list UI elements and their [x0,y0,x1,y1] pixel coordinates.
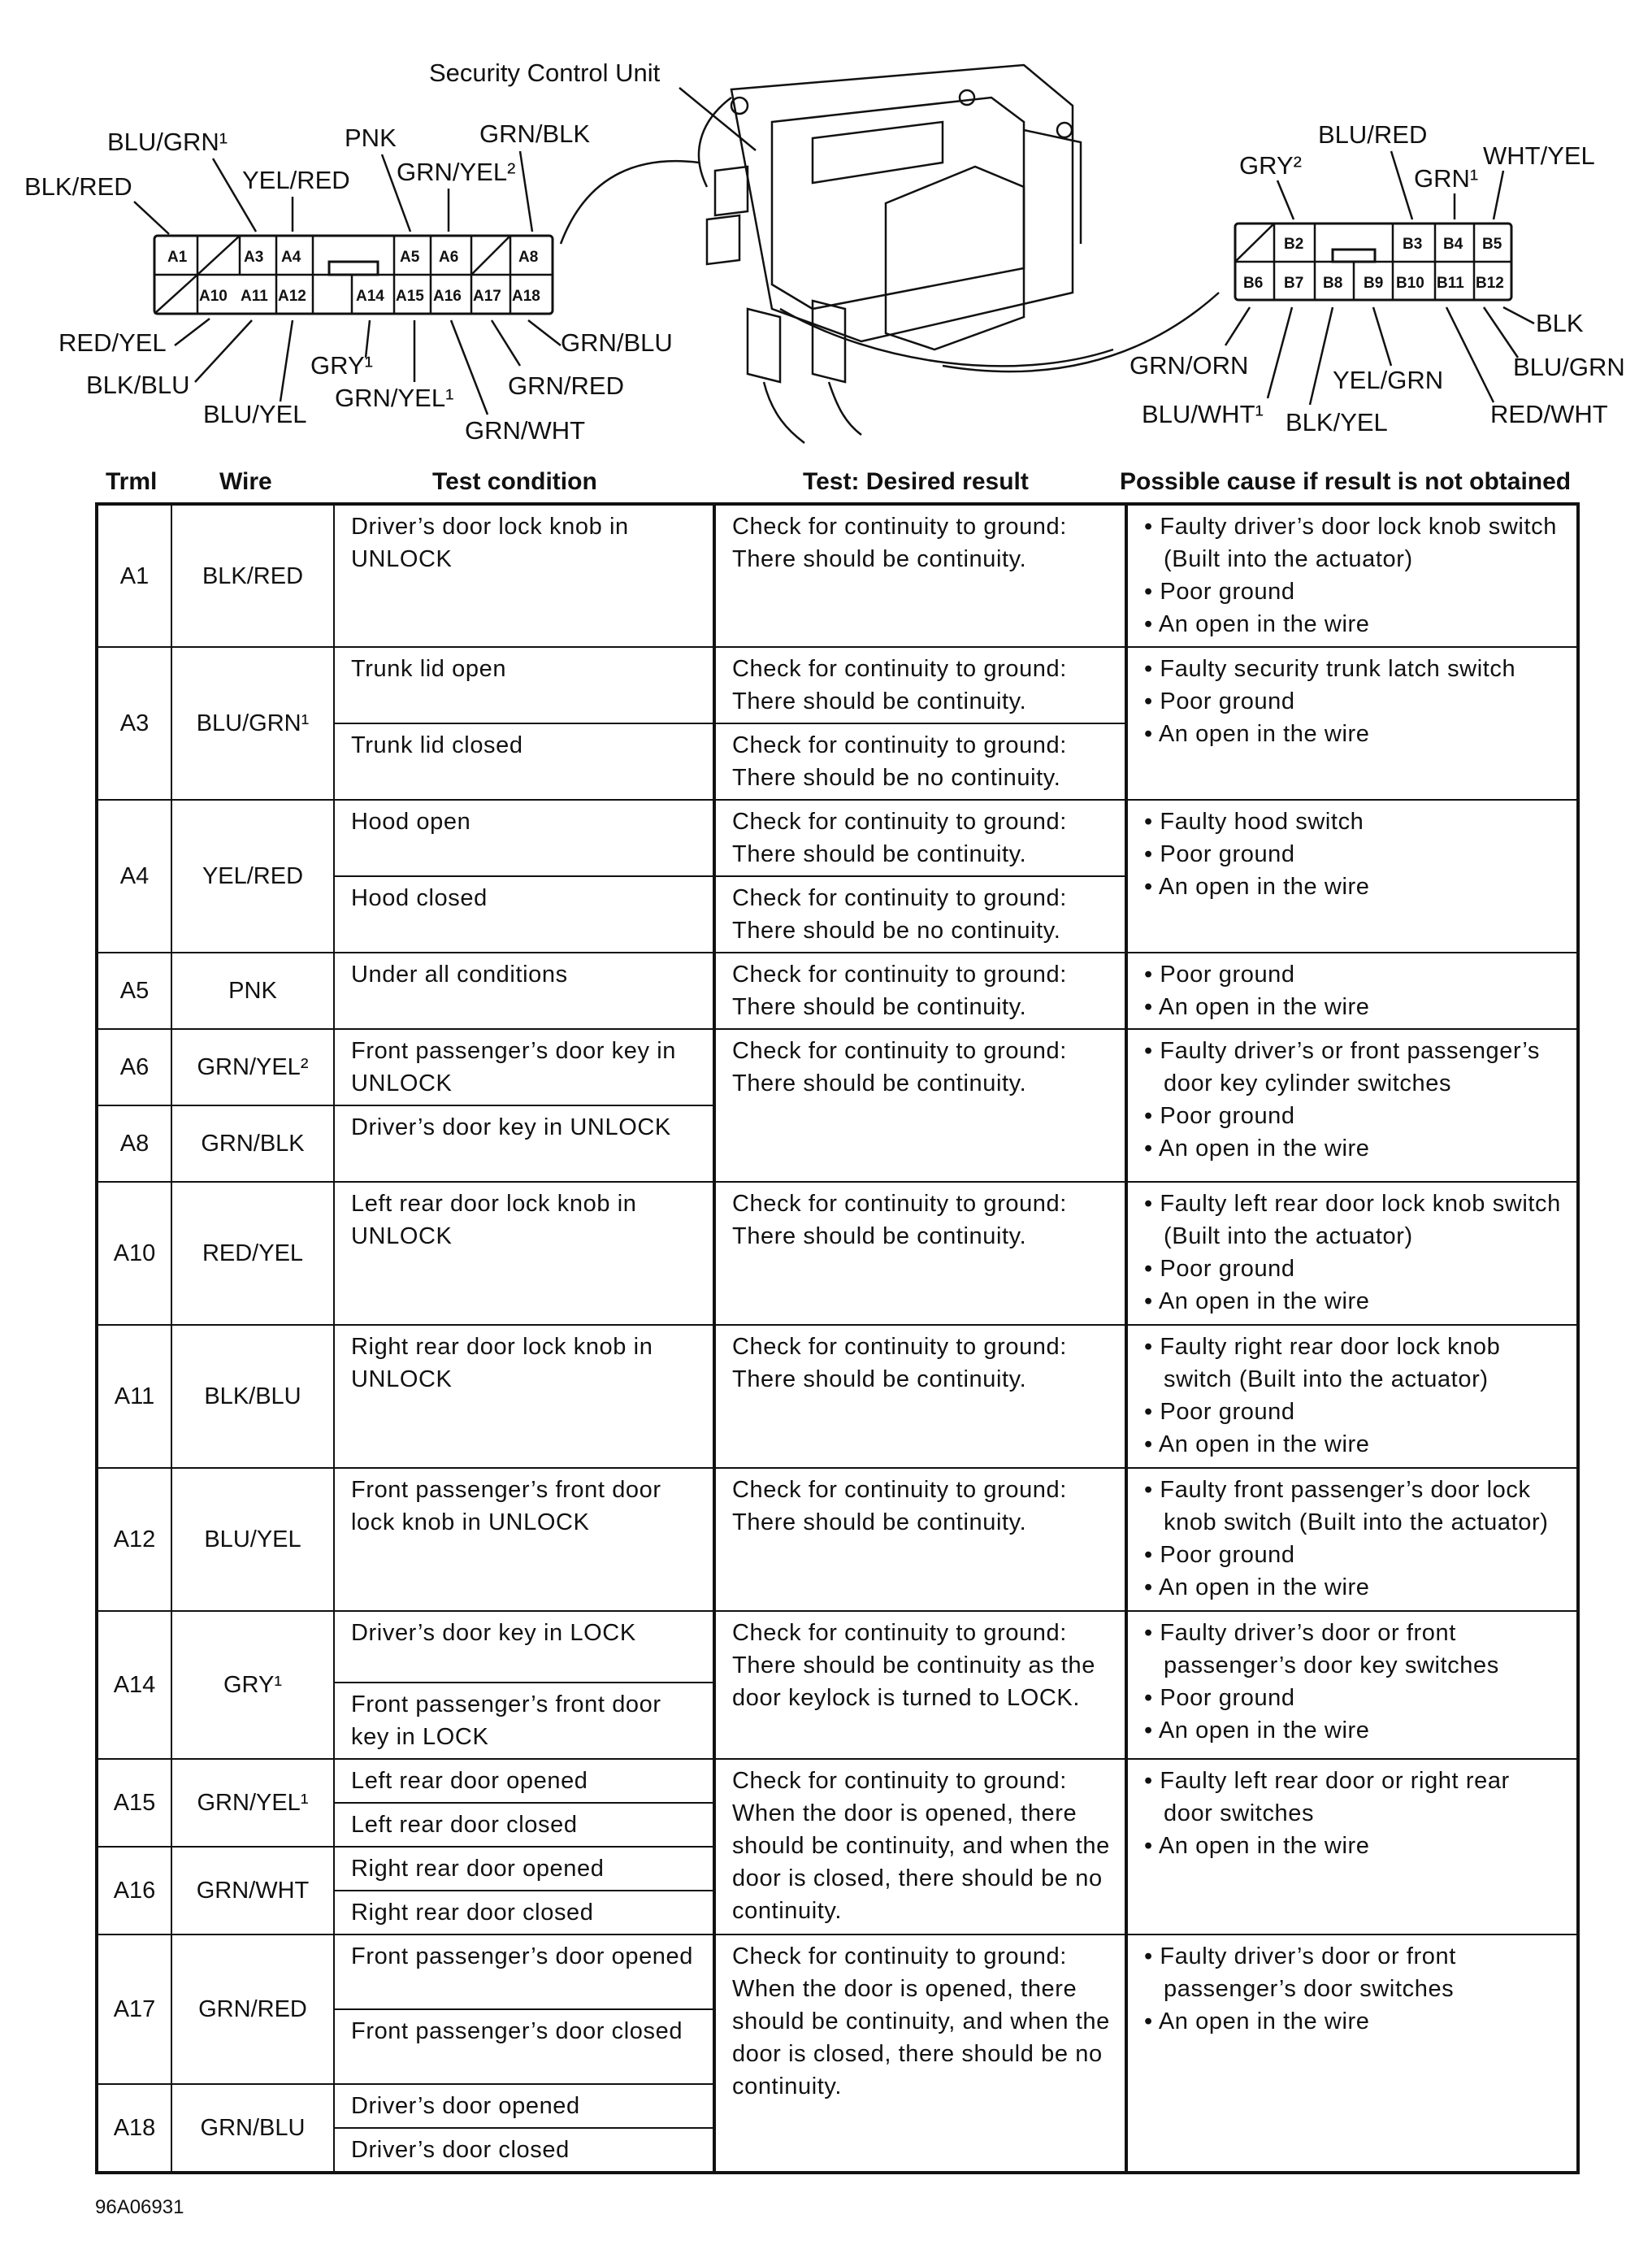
trml-cell: A1 [97,504,171,647]
wire-label-grn-yel2: GRN/YEL² [397,158,516,186]
wire-cell: BLU/YEL [171,1468,334,1611]
wire-cell: PNK [171,953,334,1029]
condition-cell: Driver’s door key in UNLOCK [334,1105,714,1182]
trml-cell: A15 [97,1759,171,1847]
table-row [97,1029,1578,1105]
pin-a15: A15 [396,288,424,305]
condition-cell: Right rear door lock knob in UNLOCK [334,1325,714,1468]
header-possible-cause: Possible cause if result is not obtained [1120,468,1572,495]
trml-cell: A10 [97,1182,171,1325]
condition-cell: Driver’s door opened [334,2084,714,2128]
wire-label-grn-blk: GRN/BLK [479,119,591,148]
pin-a11: A11 [241,288,268,305]
wire-label-yel-grn: YEL/GRN [1333,366,1444,394]
pin-b10: B10 [1396,275,1424,292]
result-cell: Check for continuity to ground: There should be continuity. [714,1468,1126,1611]
trml-cell: A4 [97,800,171,953]
wire-label-gry2: GRY² [1239,151,1302,180]
result-cell: Check for continuity to ground: There should be continuity. [714,800,1126,876]
cause-cell: • Faulty driver’s or front passenger’s door key cylinder switches • Poor ground • An open in the wire [1126,1029,1578,1182]
result-cell: Check for continuity to ground: There should be continuity as the door keylock is turned to LOCK. [714,1611,1126,1759]
cause-cell: • Faulty security trunk latch switch • Poor ground • An open in the wire [1126,647,1578,800]
security-control-unit-sketch [699,65,1113,443]
test-table [95,502,1580,2174]
wire-label-pnk: PNK [345,124,397,152]
condition-cell: Left rear door closed [334,1803,714,1847]
wire-label-grn-yel1: GRN/YEL¹ [335,384,454,412]
trml-cell: A5 [97,953,171,1029]
cause-cell: • Faulty left rear door lock knob switch (Built into the actuator) • Poor ground • An open in the wire [1126,1182,1578,1325]
cause-cell: • Faulty left rear door or right rear door switches • An open in the wire [1126,1759,1578,1934]
result-cell: Check for continuity to ground: There should be continuity. [714,504,1126,647]
figure-code: 96A06931 [95,2196,184,2218]
wire-cell: GRN/BLK [171,1105,334,1182]
trml-cell: A3 [97,647,171,800]
result-cell: Check for continuity to ground: There should be no continuity. [714,723,1126,800]
condition-cell: Trunk lid closed [334,723,714,800]
condition-cell: Front passenger’s front door key in LOCK [334,1683,714,1759]
pin-b8: B8 [1323,275,1343,292]
table-row [97,1468,1578,1611]
pin-b6: B6 [1243,275,1264,292]
pin-a12: A12 [278,288,306,305]
wire-label-grn1: GRN¹ [1414,164,1479,193]
wire-label-grn-blu: GRN/BLU [561,328,673,357]
pin-a10: A10 [199,288,228,305]
wire-cell: YEL/RED [171,800,334,953]
table-row [97,504,1578,647]
wire-cell: GRN/RED [171,1934,334,2084]
header-wire: Wire [219,468,272,495]
wire-label-red-wht: RED/WHT [1490,400,1608,428]
trml-cell: A18 [97,2084,171,2173]
connector-diagram [0,0,1652,463]
wire-label-blk-red: BLK/RED [24,172,132,201]
trml-cell: A12 [97,1468,171,1611]
wire-cell: BLK/RED [171,504,334,647]
cause-cell: • Poor ground • An open in the wire [1126,953,1578,1029]
pin-a17: A17 [473,288,501,305]
wire-label-gry1: GRY¹ [310,351,373,380]
table-row [97,1182,1578,1325]
cause-cell: • Faulty front passenger’s door lock knob switch (Built into the actuator) • Poor ground • An open in the wire [1126,1468,1578,1611]
result-cell: Check for continuity to ground: There should be continuity. [714,1325,1126,1468]
result-cell: Check for continuity to ground: There should be continuity. [714,953,1126,1029]
trml-cell: A17 [97,1934,171,2084]
condition-cell: Right rear door closed [334,1891,714,1934]
trml-cell: A11 [97,1325,171,1468]
pin-a18: A18 [512,288,540,305]
wire-label-grn-wht: GRN/WHT [465,416,586,445]
header-trml: Trml [106,468,158,495]
condition-cell: Hood closed [334,876,714,953]
pin-b3: B3 [1403,236,1423,253]
table-row [97,1759,1578,1803]
condition-cell: Trunk lid open [334,647,714,723]
connector-b [1130,120,1625,436]
condition-cell: Front passenger’s door key in UNLOCK [334,1029,714,1105]
condition-cell: Left rear door lock knob in UNLOCK [334,1182,714,1325]
condition-cell: Front passenger’s door opened [334,1934,714,2009]
wire-cell: GRN/BLU [171,2084,334,2173]
condition-cell: Driver’s door key in LOCK [334,1611,714,1683]
table-header [0,468,1652,501]
condition-cell: Right rear door opened [334,1847,714,1891]
result-cell: Check for continuity to ground: There should be continuity. [714,647,1126,723]
pin-b7: B7 [1284,275,1304,292]
trml-cell: A6 [97,1029,171,1105]
trml-cell: A14 [97,1611,171,1759]
cause-cell: • Faulty right rear door lock knob switch (Built into the actuator) • Poor ground • An open in the wire [1126,1325,1578,1468]
trml-cell: A16 [97,1847,171,1934]
condition-cell: Front passenger’s front door lock knob in UNLOCK [334,1468,714,1611]
wire-label-blk: BLK [1536,309,1584,337]
pin-b9: B9 [1364,275,1384,292]
condition-cell: Driver’s door lock knob in UNLOCK [334,504,714,647]
trml-cell: A8 [97,1105,171,1182]
pin-a5: A5 [400,249,420,266]
pin-a8: A8 [518,249,539,266]
header-desired-result: Test: Desired result [803,468,1029,495]
test-table-region [95,468,1576,2174]
condition-cell: Hood open [334,800,714,876]
table-row [97,1325,1578,1468]
wire-label-blu-yel: BLU/YEL [203,400,307,428]
security-control-unit-label: Security Control Unit [429,59,661,87]
wire-cell: GRN/WHT [171,1847,334,1934]
table-row [97,1611,1578,1683]
wire-cell: RED/YEL [171,1182,334,1325]
result-cell: Check for continuity to ground: When the door is opened, there should be continuity, and when the door is closed, there should be no continuity. [714,1934,1126,2173]
pin-a6: A6 [439,249,459,266]
result-cell: Check for continuity to ground: There should be no continuity. [714,876,1126,953]
wire-label-grn-red: GRN/RED [508,371,624,400]
wire-cell: BLU/GRN¹ [171,647,334,800]
wire-cell: GRY¹ [171,1611,334,1759]
pin-b5: B5 [1482,236,1502,253]
wire-cell: GRN/YEL¹ [171,1759,334,1847]
wire-label-blu-grn1: BLU/GRN¹ [107,128,228,156]
wire-label-blu-red: BLU/RED [1318,120,1428,149]
condition-cell: Driver’s door closed [334,2128,714,2173]
wire-label-blu-wht1: BLU/WHT¹ [1142,400,1264,428]
table-row [97,647,1578,723]
wire-label-blu-grn: BLU/GRN [1513,353,1625,381]
wire-label-blk-blu: BLK/BLU [86,371,190,399]
cause-cell: • Faulty hood switch • Poor ground • An open in the wire [1126,800,1578,953]
wire-label-yel-red: YEL/RED [242,166,350,194]
cause-cell: • Faulty driver’s door or front passenger’s door key switches • Poor ground • An open in the wire [1126,1611,1578,1759]
pin-a14: A14 [356,288,384,305]
result-cell: Check for continuity to ground: There should be continuity. [714,1182,1126,1325]
pin-a1: A1 [167,249,188,266]
pin-a4: A4 [281,249,301,266]
cause-cell: • Faulty driver’s door or front passenger’s door switches • An open in the wire [1126,1934,1578,2173]
condition-cell: Left rear door opened [334,1759,714,1803]
result-cell: Check for continuity to ground: There should be continuity. [714,1029,1126,1182]
header-test-condition: Test condition [432,468,597,495]
table-row [97,953,1578,1029]
connector-a [24,119,673,445]
result-cell: Check for continuity to ground: When the door is opened, there should be continuity, and when the door is closed, there should be no continuity. [714,1759,1126,1934]
wire-cell: BLK/BLU [171,1325,334,1468]
pin-b11: B11 [1437,275,1464,292]
wire-label-red-yel: RED/YEL [59,328,167,357]
pin-b4: B4 [1443,236,1463,253]
table-row [97,800,1578,876]
pin-a3: A3 [244,249,264,266]
cause-cell: • Faulty driver’s door lock knob switch (Built into the actuator) • Poor ground • An open in the wire [1126,504,1578,647]
wire-label-grn-orn: GRN/ORN [1130,351,1249,380]
pin-a16: A16 [433,288,462,305]
condition-cell: Under all conditions [334,953,714,1029]
pin-b12: B12 [1476,275,1504,292]
wire-cell: GRN/YEL² [171,1029,334,1105]
wire-label-blk-yel: BLK/YEL [1286,408,1388,436]
pin-b2: B2 [1284,236,1304,253]
condition-cell: Front passenger’s door closed [334,2009,714,2084]
table-row [97,1934,1578,2009]
wire-label-wht-yel: WHT/YEL [1483,141,1595,170]
